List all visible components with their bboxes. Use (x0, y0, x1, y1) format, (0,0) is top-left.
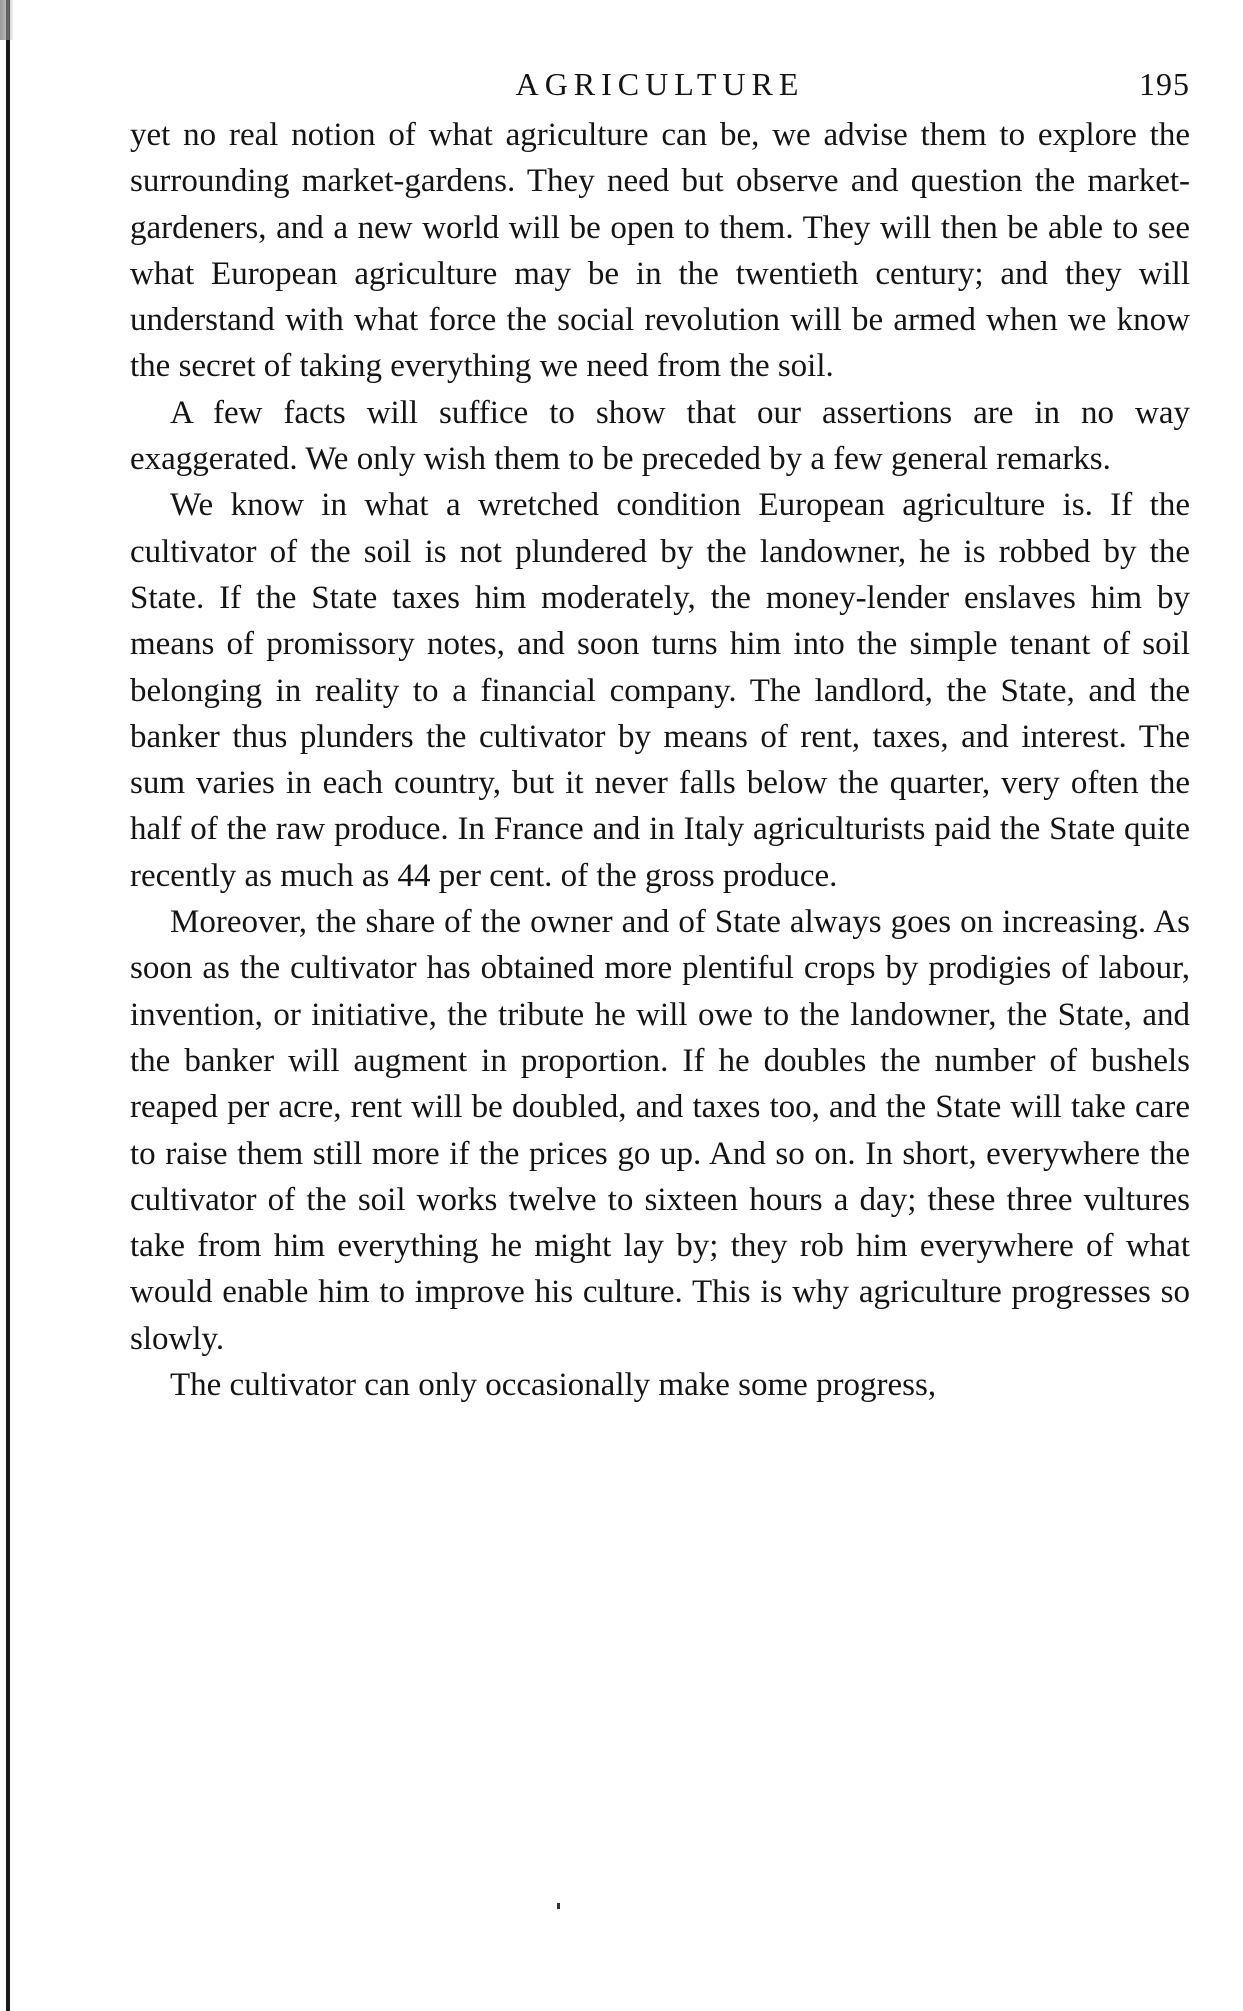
book-page (130, 62, 1190, 1408)
binding-shadow (0, 0, 14, 40)
paragraph-continued: yet no real notion of what agriculture can be, we advise them to explore the surrounding market-gardens. They need but observe and question the market-gardeners, and a new world will be open to them. They will then be able to see what European agriculture may be in the twentieth century; and they will understand with what force the social revolution will be armed when we know the secret of taking everything we need from the soil. (130, 117, 1190, 385)
paragraph: A few facts will suffice to show that our assertions are in no way exaggerated. We only wish them to be preceded by a few general remarks. (130, 394, 1190, 478)
page-binding-edge (6, 0, 10, 2011)
paragraph-final-line: The cultivator can only occasionally make some progress, (170, 1367, 937, 1404)
print-speck (557, 1903, 560, 1909)
paragraph: Moreover, the share of the owner and of State always goes on increasing. As soon as the cultivator has obtained more plentiful crops by prodigies of labour, invention, or initiative, the tribute he will owe to the landowner, the State, and the banker will augment in proportion. If he doubles the number of bushels reaped per acre, rent will be doubled, and taxes too, and the State will take care to raise them still more if the prices go up. And so on. In short, everywhere the cultivator of the soil works twelve to sixteen hours a day; these three vultures take from him everything he might lay by; they rob him everywhere of what would enable him to improve his culture. This is why agriculture progresses so slowly. (130, 904, 1190, 1357)
paragraph: We know in what a wretched condition European agriculture is. If the cultivator of the soil is not plundered by the landowner, he is robbed by the State. If the State taxes him moderately, the money-lender enslaves him by means of promissory notes, and soon turns him into the simple tenant of soil belonging in reality to a financial company. The landlord, the State, and the banker thus plunders the cultivator by means of rent, taxes, and interest. The sum varies in each country, but it never falls below the quarter, very often the half of the raw produce. In France and in Italy agriculturists paid the State quite recently as much as 44 per cent. of the gross produce. (130, 487, 1190, 894)
page-number: 195 (1139, 66, 1190, 102)
running-head (130, 62, 1190, 112)
running-title: AGRICULTURE (515, 66, 805, 102)
